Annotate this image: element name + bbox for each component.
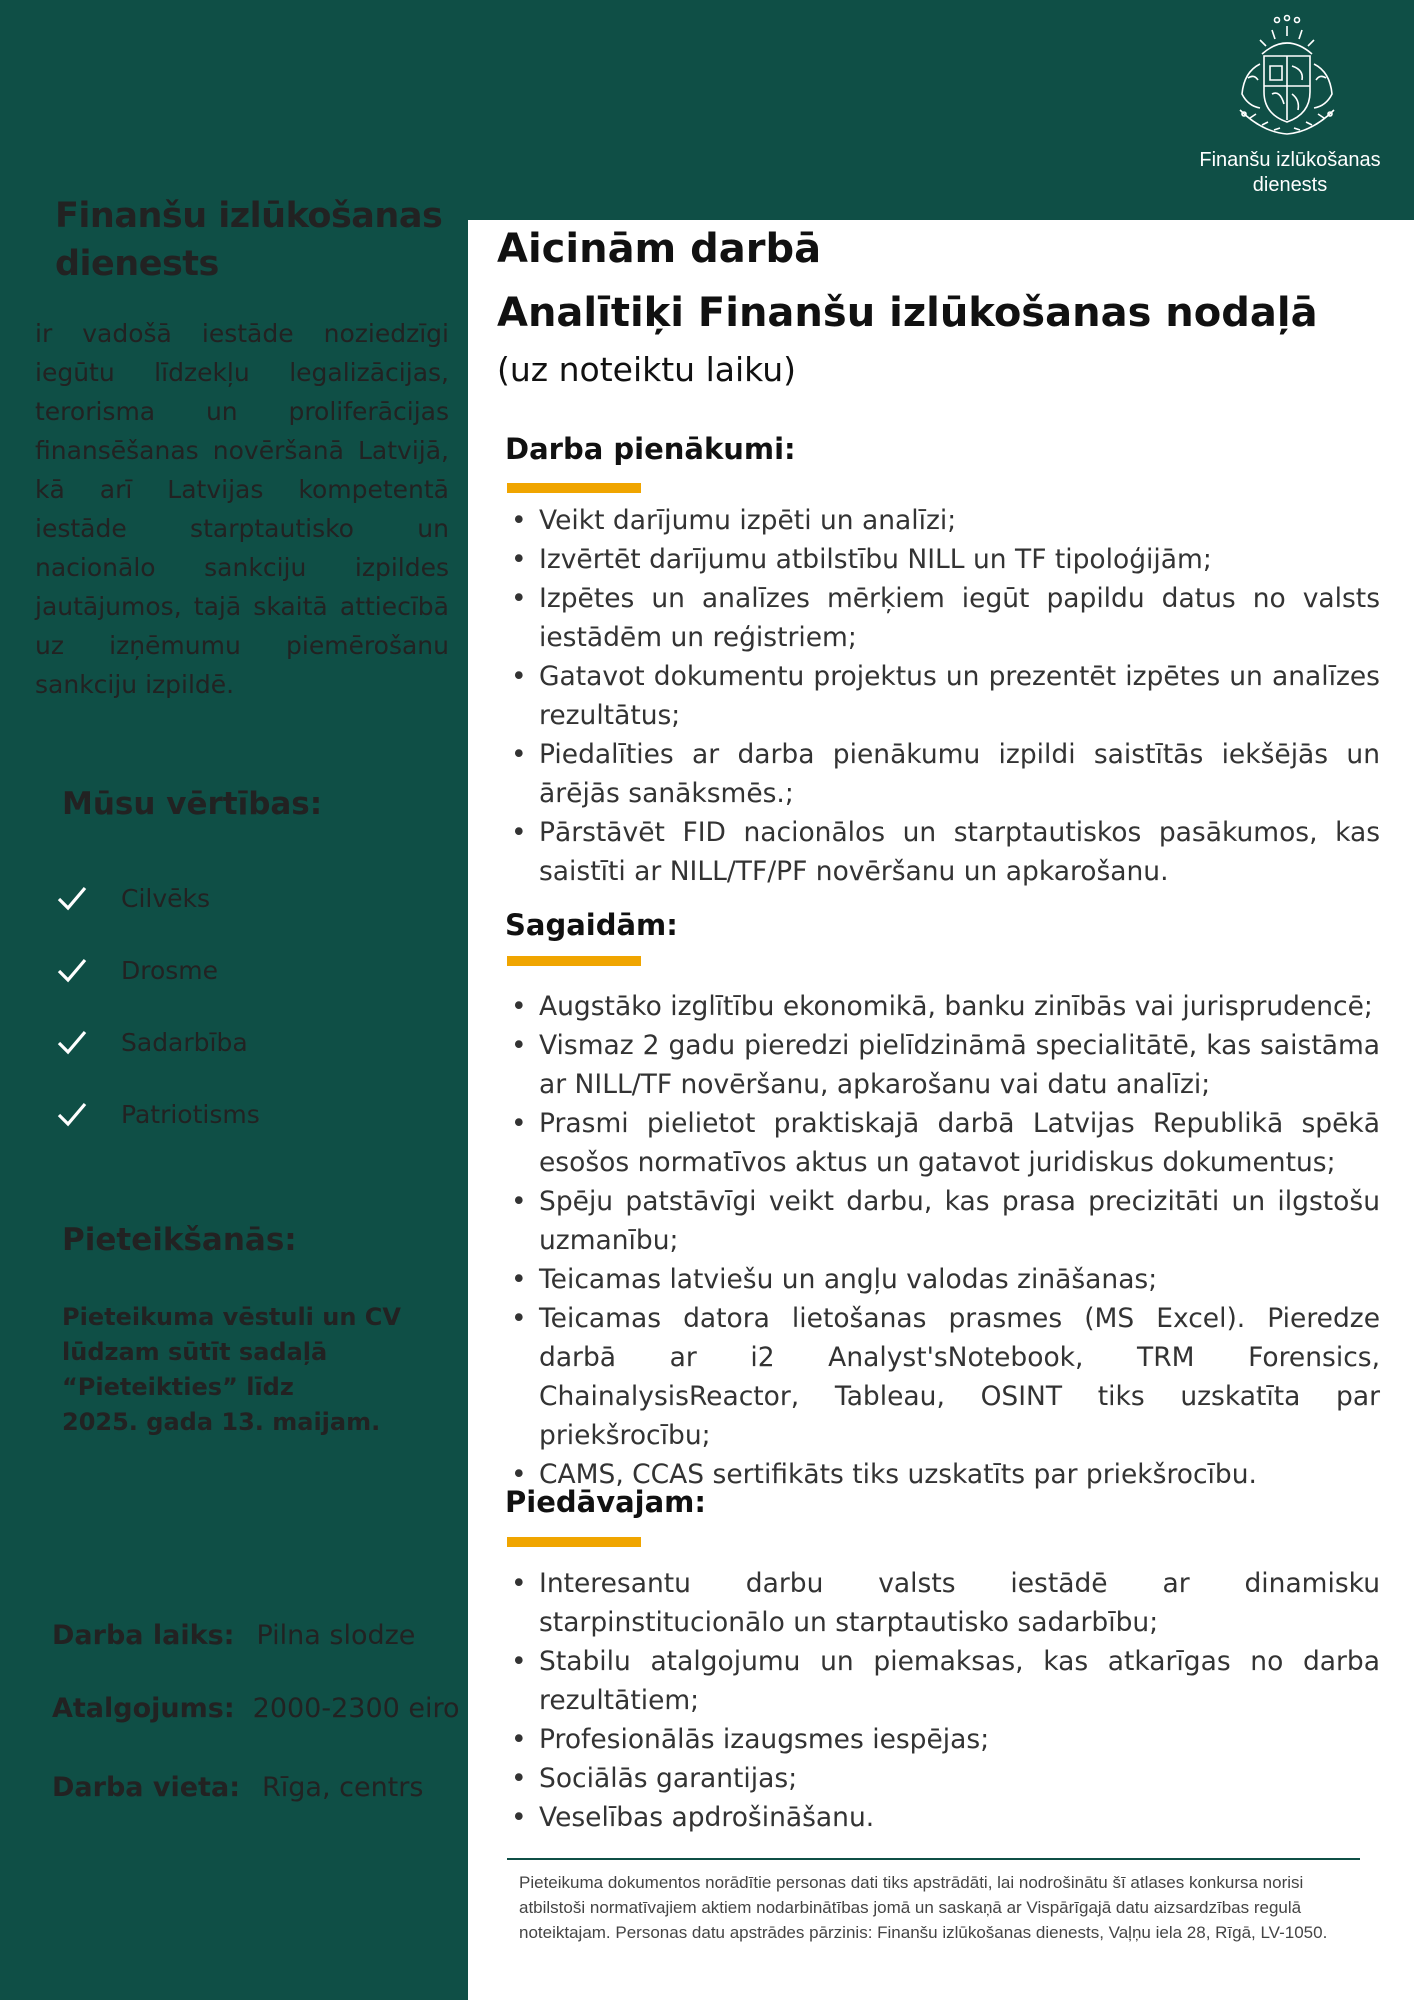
list-item: • Veselības apdrošināšanu. [505, 1798, 1380, 1837]
list-item: • Teicamas datora lietošanas prasmes (MS Excel). Pieredze darbā ar i2 Analyst'sNotebook, TRM Forensics, ChainalysisReactor, Tableau, OSINT tiks uzskatīta par priekšrocību; [505, 1299, 1380, 1455]
checkmark-icon [55, 1027, 89, 1057]
work-time-value: Pilna slodze [256, 1620, 416, 1651]
apply-heading: Pieteikšanās: [62, 1222, 297, 1258]
value-label: Cilvēks [121, 883, 211, 913]
list-item: • Vismaz 2 gadu pieredzi pielīdzināmā specialitātē, kas saistāma ar NILL/TF novēršanu, apkarošanu vai datu analīzi; [505, 1026, 1380, 1104]
page-title: Aicinām darbā [497, 226, 822, 272]
duties-list [505, 501, 1380, 891]
checkmark-icon [55, 1099, 89, 1129]
list-item: • Veikt darījumu izpēti un analīzi; [505, 501, 1380, 540]
section-underline [507, 1537, 641, 1547]
value-item [55, 1006, 455, 1078]
list-item: • Interesantu darbu valsts iestādē ar dinamisku starpinstitucionālo un starptautisko sadarbību; [505, 1564, 1380, 1642]
offer-list [505, 1564, 1380, 1837]
list-item: • Izpētes un analīzes mērķiem iegūt papildu datus no valsts iestādēm un reģistriem; [505, 579, 1380, 657]
location-label: Darba vieta: [52, 1772, 240, 1803]
value-label: Patriotisms [121, 1099, 260, 1129]
privacy-footnote: Pieteikuma dokumentos norādītie personas dati tiks apstrādāti, lai nodrošinātu šī atlases konkursa norisi atbilstoši normatīvajiem aktiem nodarbinātības jomā un saskaņā ar Vispārīgajā datu aizsardzības regulā noteiktajam. Personas datu apstrādes pārzinis: Finanšu izlūkošanas dienests, Vaļņu iela 28, Rīgā, LV-1050. [519, 1873, 1328, 1942]
list-item: • Piedalīties ar darba pienākumu izpildi saistītās iekšējās un ārējās sanāksmēs.; [505, 735, 1380, 813]
list-item: • Augstāko izglītību ekonomikā, banku zinībās vai jurisprudencē; [505, 987, 1380, 1026]
logo-line2: dienests [1252, 174, 1328, 196]
apply-deadline: 2025. gada 13. maijam. [62, 1408, 381, 1436]
organization-description: ir vadošā iestāde noziedzīgi iegūtu līdzekļu legalizācijas, terorisma un proliferācijas finansēšanas novēršanā Latvijā, kā arī Latvijas kompetentā iestāde starptautisko un nacionālo sankciju izpildes jautājumos, tajā skaitā attiecībā uz izņēmumu piemērošanu sankciju izpildē. [35, 319, 449, 699]
value-item [55, 1078, 455, 1150]
value-label: Drosme [121, 955, 219, 985]
salary-row [52, 1693, 472, 1724]
offer-heading: Piedāvajam: [505, 1485, 706, 1519]
checkmark-icon [55, 883, 89, 913]
section-underline [507, 483, 641, 493]
requirements-heading: Sagaidām: [505, 908, 678, 942]
requirements-list [505, 987, 1380, 1494]
list-item: • Teicamas latviešu un angļu valodas zināšanas; [505, 1260, 1380, 1299]
apply-line: “Pieteikties” līdz [62, 1373, 294, 1401]
list-item: • Stabilu atalgojumu un piemaksas, kas atkarīgas no darba rezultātiem; [505, 1642, 1380, 1720]
duties-heading: Darba pienākumi: [505, 432, 796, 466]
salary-label: Atalgojums: [52, 1693, 235, 1724]
list-item: • Pārstāvēt FID nacionālos un starptautiskos pasākumos, kas saistīti ar NILL/TF/PF novēršanu un apkarošanu. [505, 813, 1380, 891]
footer-divider [507, 1858, 1360, 1860]
position-title: Analītiķi Finanšu izlūkošanas nodaļā [497, 290, 1318, 336]
value-item [55, 862, 455, 934]
list-item: • CAMS, CCAS sertifikāts tiks uzskatīts par priekšrocību. [505, 1455, 1380, 1494]
location-row [52, 1772, 472, 1803]
logo-text [1160, 148, 1414, 198]
section-underline [507, 956, 641, 966]
list-item: • Sociālās garantijas; [505, 1759, 1380, 1798]
position-subtitle: (uz noteiktu laiku) [497, 350, 797, 389]
checkmark-icon [55, 955, 89, 985]
apply-line: lūdzam sūtīt sadaļā [62, 1338, 328, 1366]
work-time-label: Darba laiks: [52, 1620, 235, 1651]
coat-of-arms-icon [1222, 14, 1352, 139]
list-item: • Izvērtēt darījumu atbilstību NILL un TF tipoloģijām; [505, 540, 1380, 579]
apply-line: Pieteikuma vēstuli un CV [62, 1303, 401, 1331]
list-item: • Prasmi pielietot praktiskajā darbā Latvijas Republikā spēkā esošos normatīvos aktus un gatavot juridiskus dokumentus; [505, 1104, 1380, 1182]
value-item [55, 934, 455, 1006]
work-time-row [52, 1620, 472, 1651]
salary-value: 2000-2300 eiro [252, 1693, 460, 1724]
logo-line1: Finanšu izlūkošanas [1199, 149, 1381, 171]
organization-title: Finanšu izlūkošanas dienests [55, 196, 443, 284]
values-list [55, 862, 455, 1150]
list-item: • Spēju patstāvīgi veikt darbu, kas prasa precizitāti un ilgstošu uzmanību; [505, 1182, 1380, 1260]
apply-instructions [62, 1300, 452, 1440]
list-item: • Profesionālās izaugsmes iespējas; [505, 1720, 1380, 1759]
list-item: • Gatavot dokumentu projektus un prezentēt izpētes un analīzes rezultātus; [505, 657, 1380, 735]
value-label: Sadarbība [121, 1027, 248, 1057]
location-value: Rīga, centrs [262, 1772, 424, 1803]
values-heading: Mūsu vērtības: [62, 786, 323, 822]
